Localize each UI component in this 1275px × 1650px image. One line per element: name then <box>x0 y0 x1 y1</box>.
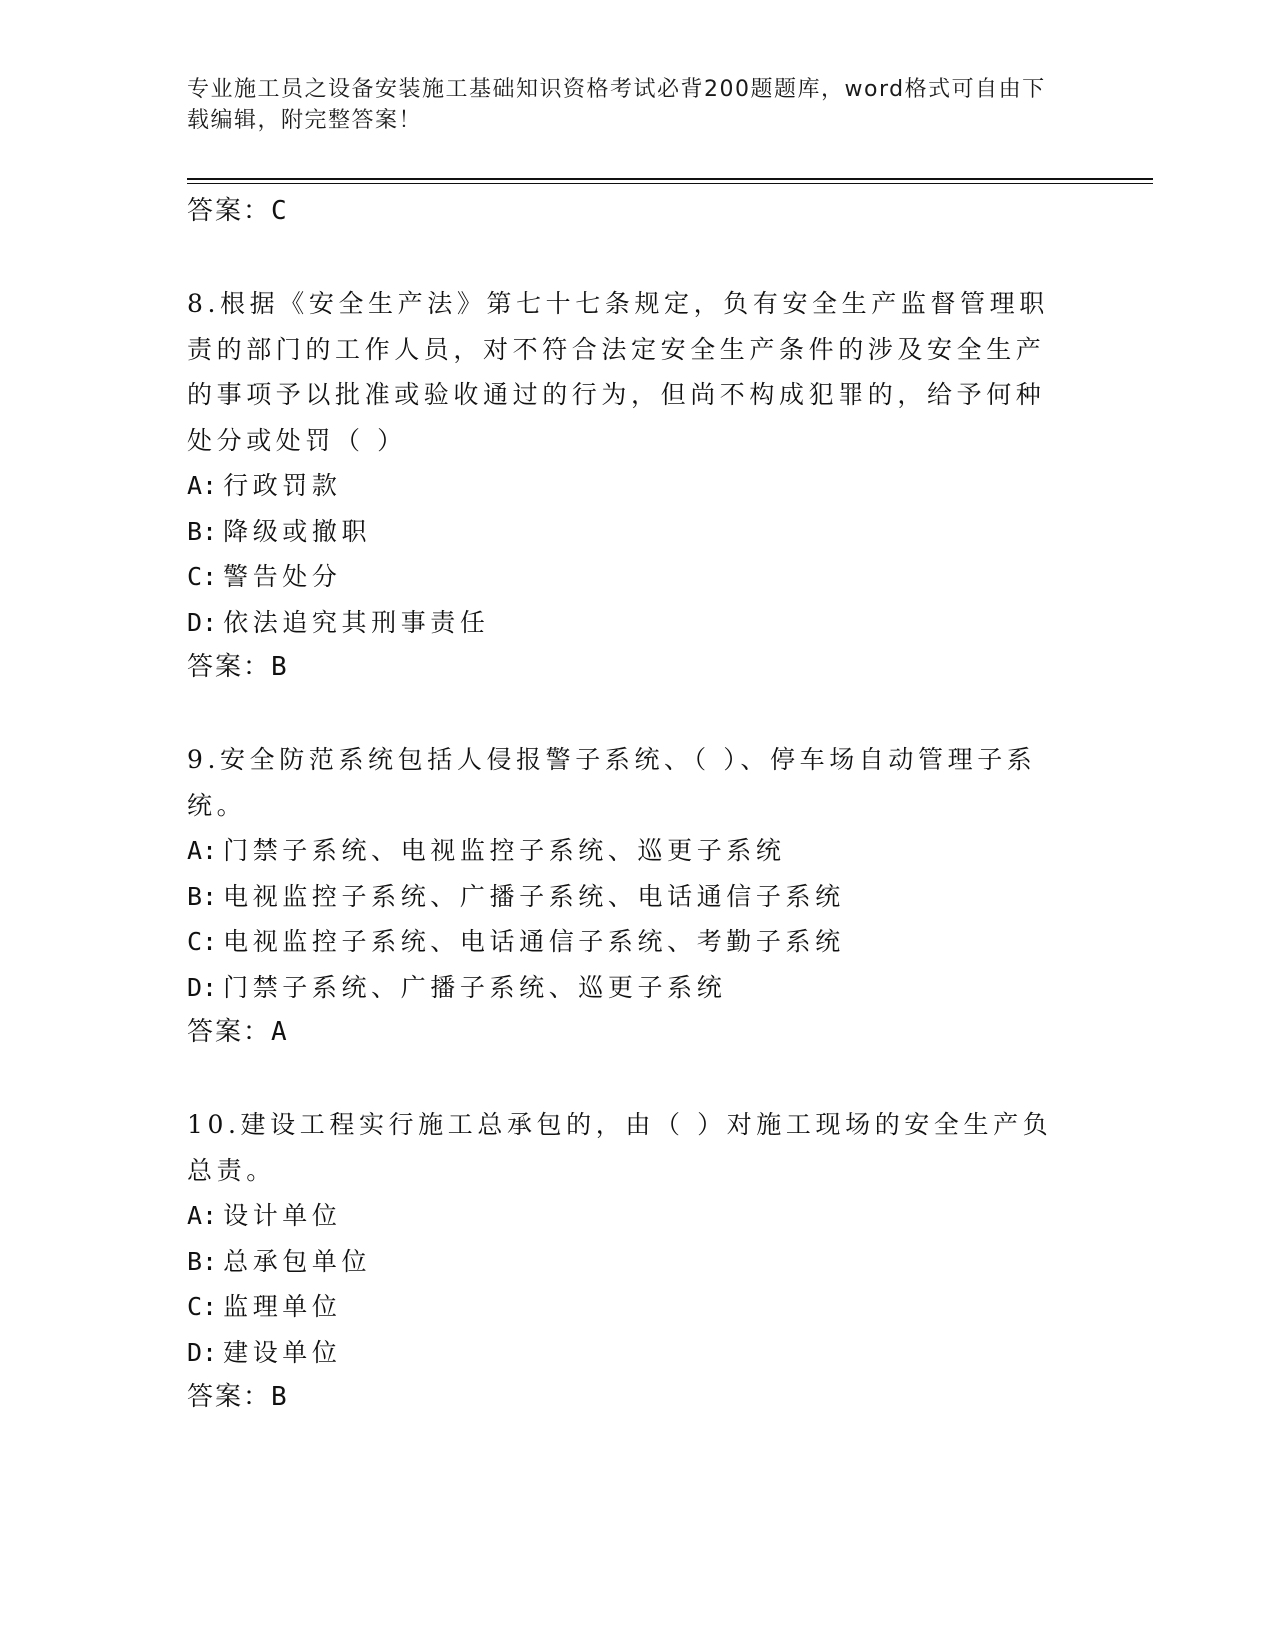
header-rule-thin <box>187 183 1153 184</box>
option-text: 电视监控子系统、广播子系统、电话通信子系统 <box>223 881 845 911</box>
question-9 <box>187 737 1087 1054</box>
option-c <box>187 554 1087 600</box>
option-text: 降级或撤职 <box>223 516 372 546</box>
option-b <box>187 874 1087 920</box>
document-header: 专业施工员之设备安装施工基础知识资格考试必背200题题库，word格式可自由下载编辑，附完整答案！ <box>187 77 1046 133</box>
option-a <box>187 1193 1087 1239</box>
option-text: 电视监控子系统、电话通信子系统、考勤子系统 <box>223 927 845 956</box>
option-key: A: <box>187 471 218 500</box>
document-body <box>187 189 1087 1419</box>
option-d <box>187 965 1087 1011</box>
option-text: 监理单位 <box>223 1292 342 1321</box>
question-stem: 9.安全防范系统包括人侵报警子系统、（ ）、停车场自动管理子系统。 <box>187 745 1037 820</box>
option-key: B: <box>187 1246 218 1276</box>
option-text: 门禁子系统、广播子系统、巡更子系统 <box>223 972 727 1002</box>
option-key: D: <box>187 1337 218 1367</box>
option-a <box>187 828 1087 874</box>
question-stem: 10.建设工程实行施工总承包的，由（ ）对施工现场的安全生产负总责。 <box>187 1110 1053 1185</box>
question-8 <box>187 281 1087 689</box>
option-text: 依法追究其刑事责任 <box>223 607 490 637</box>
answer-value: A <box>271 1017 289 1047</box>
option-key: D: <box>187 607 218 637</box>
option-c <box>187 919 1087 965</box>
question-stem: 8.根据《安全生产法》第七十七条规定，负有安全生产监督管理职责的部门的工作人员，对不符合法定安全生产条件的涉及安全生产的事项予以批准或验收通过的行为，但尚不构成犯罪的，给予何种处分或处罚（ ） <box>187 289 1049 455</box>
spacer <box>187 689 1087 737</box>
answer-value: B <box>271 1382 289 1412</box>
option-key: C: <box>187 562 218 591</box>
option-text: 建设单位 <box>223 1337 342 1367</box>
option-d <box>187 600 1087 646</box>
option-key: C: <box>187 927 218 956</box>
question-answer <box>187 645 1087 689</box>
option-text: 门禁子系统、电视监控子系统、巡更子系统 <box>223 836 786 865</box>
previous-answer <box>187 189 1087 233</box>
header-rule-thick <box>187 178 1153 180</box>
option-b <box>187 509 1087 555</box>
spacer <box>187 1054 1087 1102</box>
option-key: B: <box>187 881 218 911</box>
option-a <box>187 463 1087 509</box>
option-c <box>187 1284 1087 1330</box>
question-10 <box>187 1102 1087 1419</box>
option-text: 行政罚款 <box>223 471 342 500</box>
option-key: C: <box>187 1292 218 1321</box>
option-text: 设计单位 <box>223 1201 342 1230</box>
option-key: B: <box>187 516 218 546</box>
question-answer <box>187 1010 1087 1054</box>
answer-label: 答案： <box>187 196 272 226</box>
answer-label: 答案： <box>187 1017 272 1047</box>
option-key: A: <box>187 1201 218 1230</box>
answer-label: 答案： <box>187 652 272 682</box>
option-key: A: <box>187 836 218 865</box>
answer-label: 答案： <box>187 1382 272 1412</box>
option-key: D: <box>187 972 218 1002</box>
answer-value: C <box>271 196 289 226</box>
option-d <box>187 1330 1087 1376</box>
option-text: 总承包单位 <box>223 1246 372 1276</box>
spacer <box>187 233 1087 281</box>
question-answer <box>187 1375 1087 1419</box>
option-text: 警告处分 <box>223 562 342 591</box>
option-b <box>187 1239 1087 1285</box>
answer-value: B <box>271 652 289 682</box>
